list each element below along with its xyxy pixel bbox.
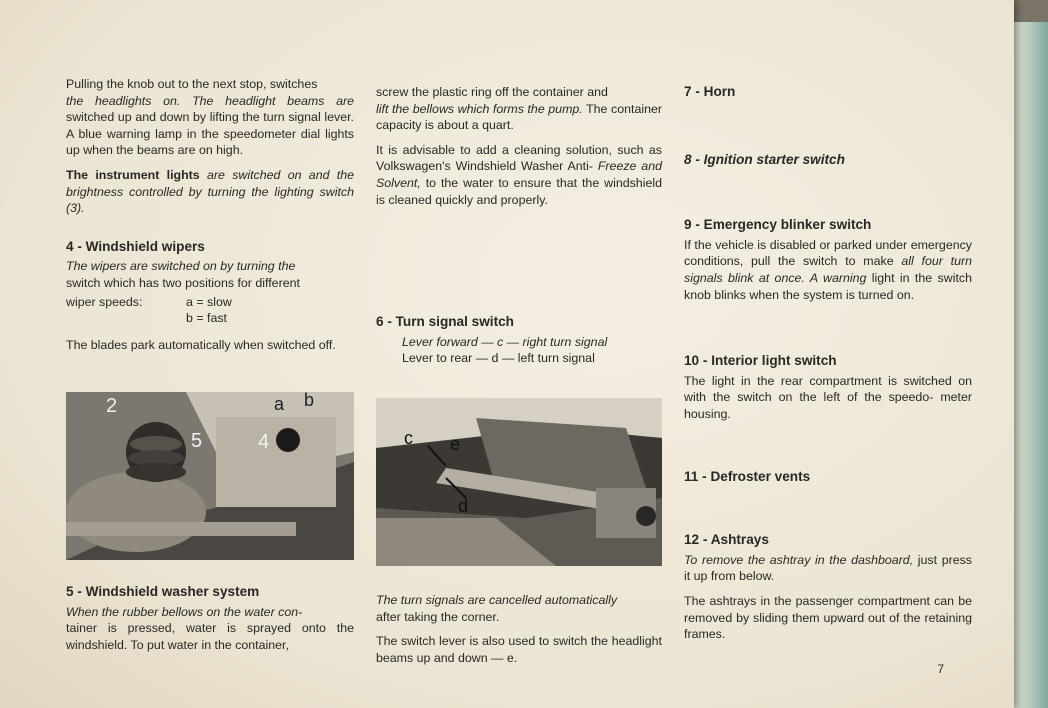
photo-label-5: 5 [191,430,203,452]
interior-light-heading: 10 - Interior light switch [684,353,837,369]
column-1 [66,76,354,361]
blinker-text: If the vehicle is disabled or parked under emergency conditions, pull the switch to make [684,237,972,269]
advisable-italic: Freeze and Solvent, [376,159,662,190]
photo-label-e: e [450,434,461,454]
screw-paragraph [376,84,662,134]
intro-line: Pulling the knob out to the next stop, switches [66,77,318,91]
cancelled-rest: after taking the corner. [376,609,500,624]
instrument-lights-bold: The instrument lights [66,167,200,182]
column-2-bottom [376,592,662,674]
ashtrays-paragraph-1 [684,552,972,585]
blinker-rest: light in the switch knob blinks when the system is turned on. [684,270,972,302]
washer-text-italic: When the rubber bellows on the water con- [66,604,303,619]
photo-1-illustration [66,392,354,560]
ashtrays-italic: To remove the ashtray in the dashboard, [684,552,914,567]
turn-signal-heading: 6 - Turn signal switch [376,314,514,329]
column-2 [376,84,662,216]
instrument-lights-paragraph [66,167,354,217]
lever-also-paragraph: The switch lever is also used to switch the headlight beams up and down — e. [376,634,662,665]
cancelled-paragraph [376,592,662,625]
screw-line: screw the plastic ring off the container and [376,85,608,99]
page-number: 7 [937,662,944,676]
cancelled-italic: The turn signals are cancelled automatically [376,593,618,607]
advisable-rest: to the water to ensure that the windshield is cleaned quickly and properly. [376,175,662,207]
instrument-lights-text: are switched on and the brightness controlled by turning the lighting switch (3). [66,167,354,216]
photo-label-d: d [458,496,469,516]
park-paragraph: The blades park automatically when switched off. [66,337,336,352]
ashtrays-rest: just press it up from below. [684,552,972,584]
intro-italic-line: the headlights on. The headlight beams are [66,93,354,108]
wiper-speed-fast-row [66,310,354,327]
photo-wiper-washer-switches [66,392,354,560]
photo-label-2: 2 [106,395,118,417]
blinker-heading: 9 - Emergency blinker switch [684,217,872,233]
horn-heading: 7 - Horn [684,84,736,99]
photo-label-b: b [304,392,315,410]
wiper-speed-slow-row [66,294,354,311]
screw-italic: lift the bellows which forms the pump. [376,101,583,116]
photo-label-4: 4 [258,431,270,453]
lever-rear-line: Lever to rear — d — left turn signal [402,351,595,366]
headlights-paragraph [66,76,354,159]
wiper-speed-fast: b = fast [186,311,227,326]
advisable-text: It is advisable to add a cleaning solution, such as Volkswagen's Windshield Washer Anti- [376,142,662,174]
photo-2-illustration [376,398,662,566]
wiper-speed-slow: a = slow [186,294,232,309]
advisable-paragraph [376,142,662,208]
turn-signal-section [376,314,662,367]
ignition-heading: 8 - Ignition starter switch [684,151,845,167]
photo-turn-signal-switch [376,398,662,566]
washer-paragraph [66,604,354,654]
interior-light-paragraph: The light in the rear compartment is switched on with the switch on the left of the speedo- meter housing. [684,373,972,421]
wipers-heading: 4 - Windshield wipers [66,238,205,254]
washer-text: tainer is pressed, water is sprayed onto the windshield. To put water in the container, [66,621,354,652]
washer-heading: 5 - Windshield washer system [66,584,260,599]
column-3 [684,84,972,651]
column-1-bottom [66,584,354,661]
lever-forward-line: Lever forward — c — right turn signal [402,334,608,349]
intro-rest: switched up and down by lifting the turn signal lever. A blue warning lamp in the speedometer dial lights up when the beams are on high. [66,110,354,158]
blinker-paragraph [684,237,972,303]
ashtrays-heading: 12 - Ashtrays [684,532,769,548]
screw-rest: The container capacity is about a quart. [376,101,662,133]
ashtrays-paragraph-2: The ashtrays in the passenger compartment can be removed by sliding them upward out of the retaining frames. [684,593,972,642]
photo-label-a: a [274,394,285,414]
wipers-text-italic: The wipers are switched on by turning the [66,259,296,274]
wipers-paragraph [66,258,354,291]
wipers-text: switch which has two positions for different [66,275,300,290]
wiper-speeds-label: wiper speeds: [66,294,143,309]
blinker-italic: all four turn signals blink at once. A warning [684,254,972,285]
photo-label-c: c [404,428,413,448]
defroster-heading: 11 - Defroster vents [684,468,811,484]
